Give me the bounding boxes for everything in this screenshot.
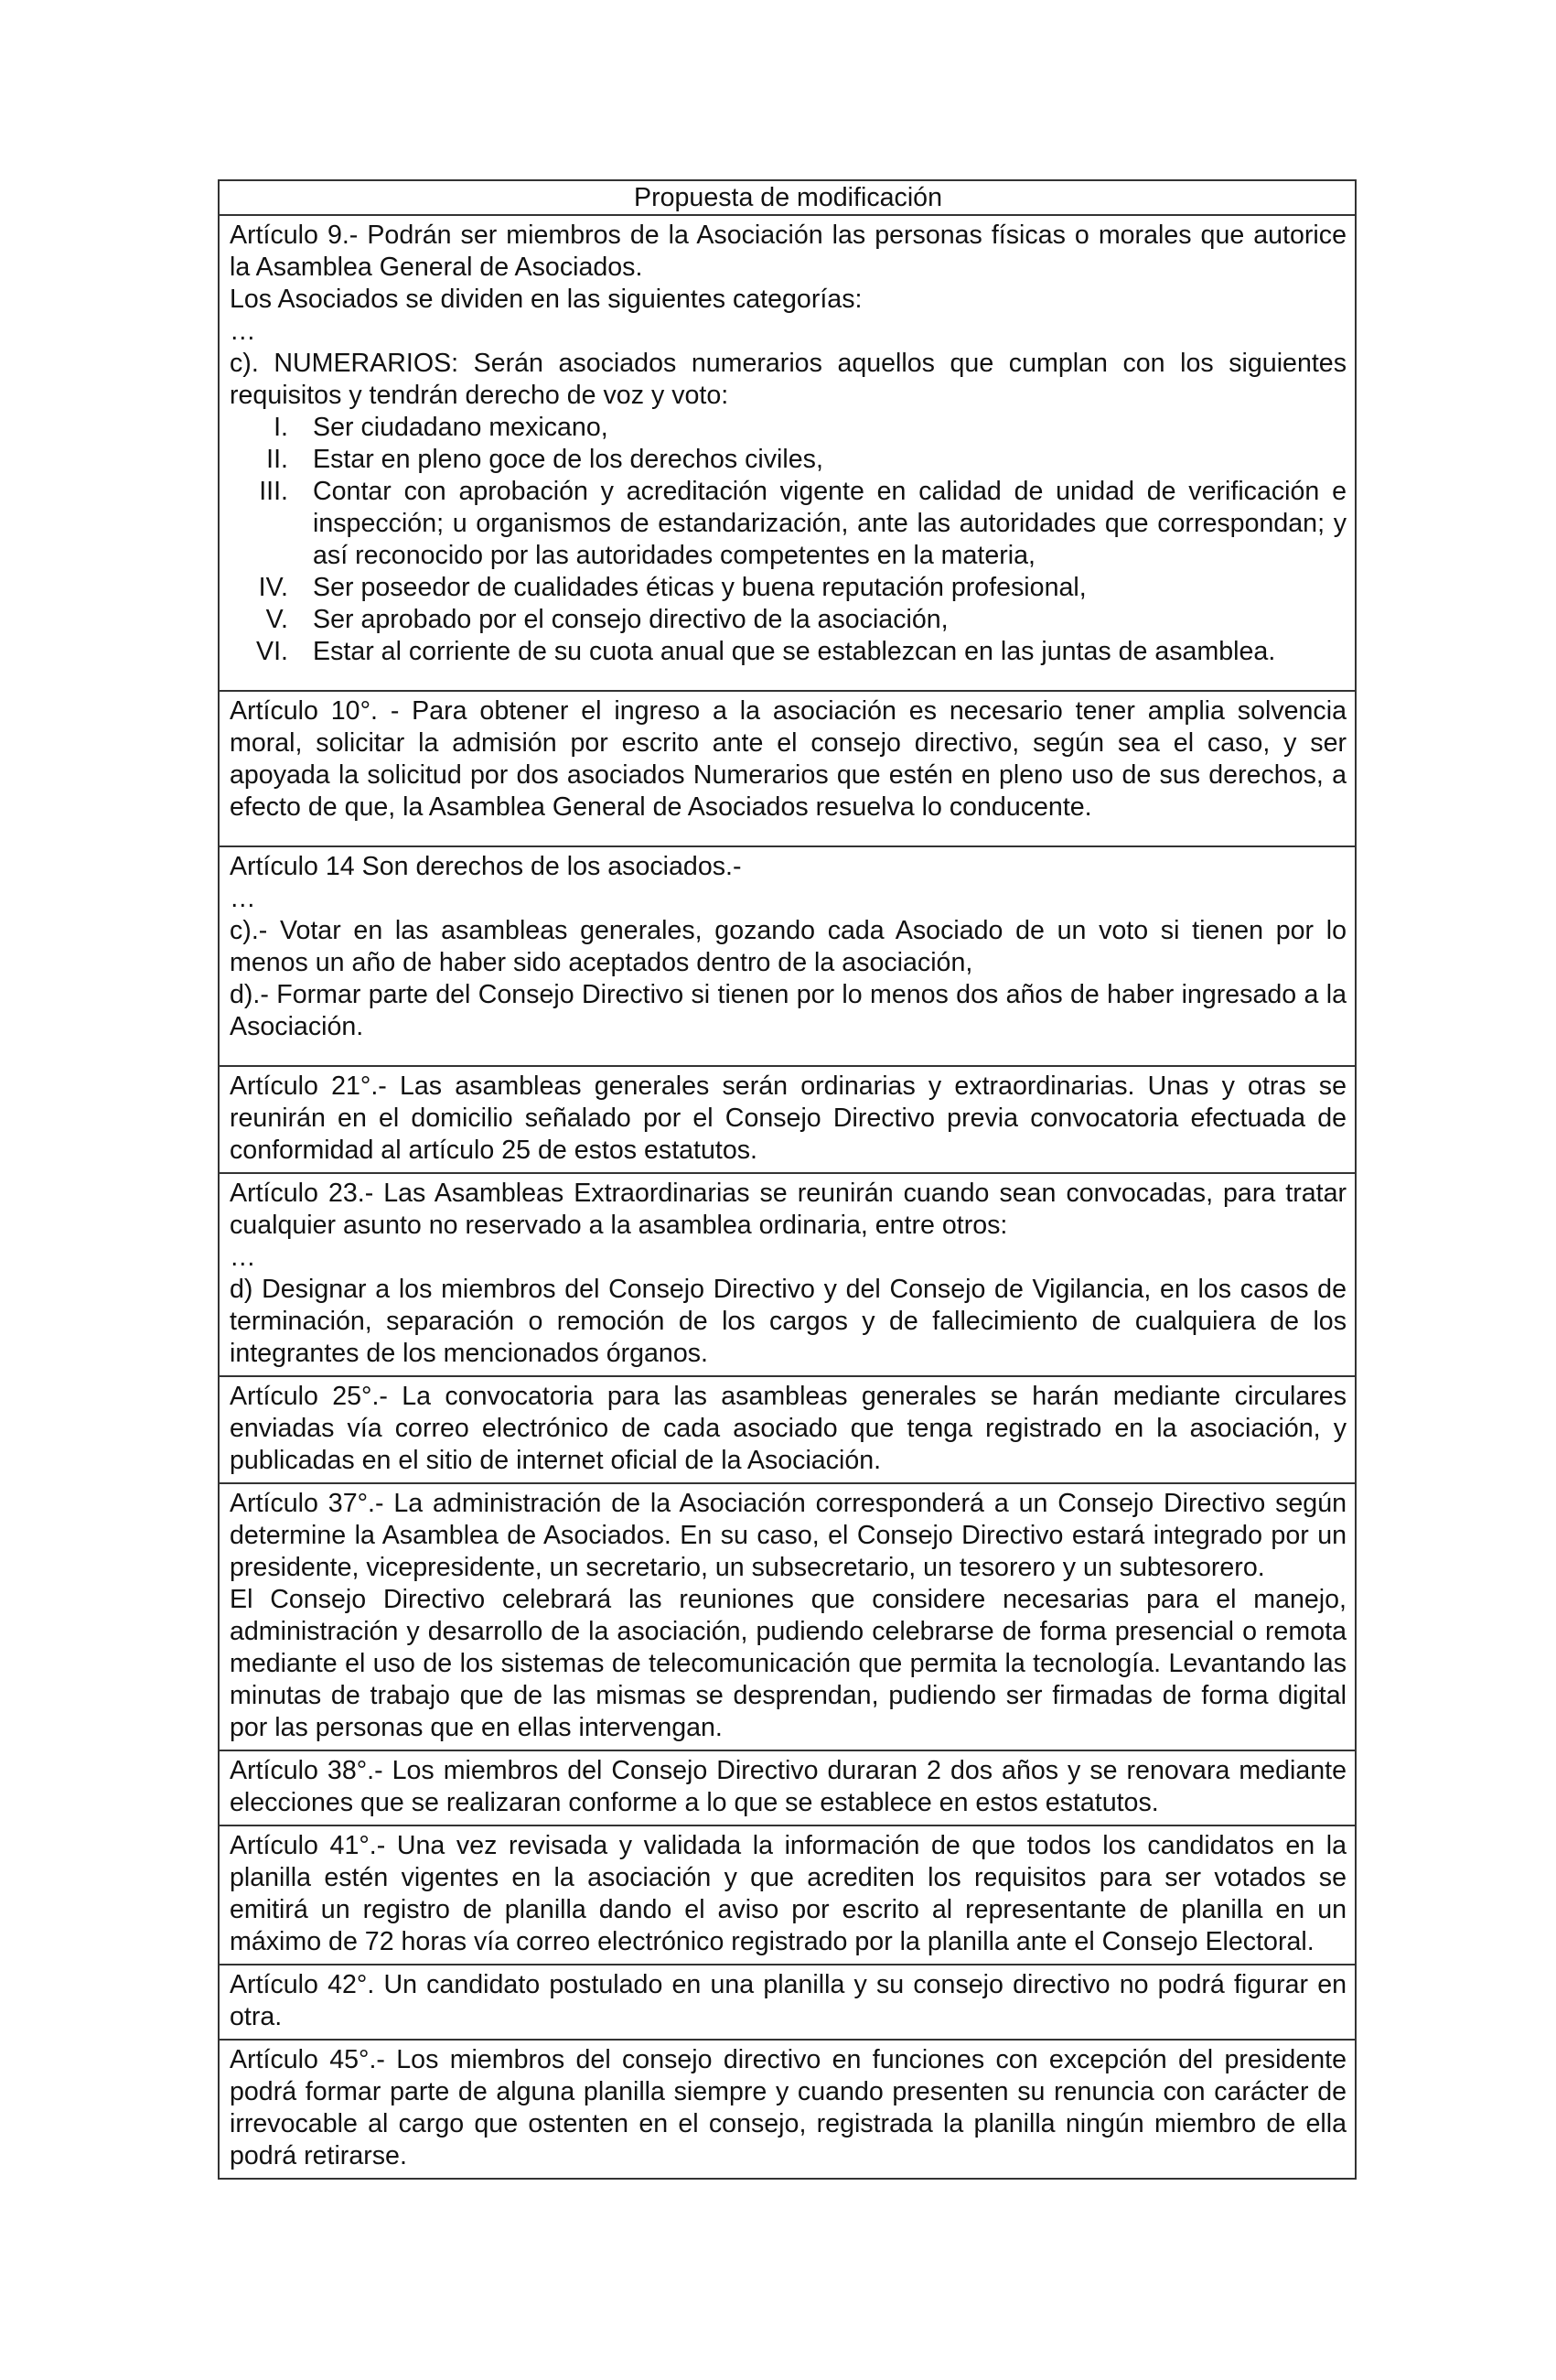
amendment-table (218, 179, 1357, 2180)
ellipsis: … (230, 884, 256, 913)
ellipsis: … (230, 1243, 256, 1272)
list-item-number: III. (259, 477, 288, 506)
table-row (219, 1066, 1356, 1173)
paragraph: Artículo 23.- Las Asambleas Extraordinarias se reunirán cuando sean convocadas, para tratar cualquier asunto no reservado a la asamblea ordinaria, entre otros: (230, 1179, 1347, 1240)
paragraph: Artículo 45°.- Los miembros del consejo directivo en funciones con excepción del presidente podrá formar parte de alguna planilla siempre y cuando presenten su renuncia con carácter de irrevocable al cargo que ostenten en el consejo, registrada la planilla ningún miembro de ella podrá retirarse. (230, 2045, 1347, 2170)
list-item-text: Ser poseedor de cualidades éticas y buena reputación profesional, (313, 573, 1087, 602)
paragraph: Artículo 9.- Podrán ser miembros de la Asociación las personas físicas o morales que autorice la Asamblea General de Asociados. (230, 221, 1347, 282)
paragraph: Artículo 37°.- La administración de la Asociación corresponderá a un Consejo Directivo según determine la Asamblea de Asociados. En su caso, el Consejo Directivo estará integrado por un presidente, vicepresidente, un secretario, un subsecretario, un tesorero y un subtesorero. (230, 1489, 1347, 1582)
article-cell (219, 1965, 1356, 2040)
list-item-text: Ser ciudadano mexicano, (313, 413, 608, 442)
article-cell (219, 1825, 1356, 1965)
table-header-row (219, 180, 1356, 215)
paragraph: Artículo 10°. - Para obtener el ingreso a la asociación es necesario tener amplia solvencia moral, solicitar la admisión por escrito ante el consejo directivo, según sea el caso, y ser apoyada la solicitud por dos asociados Numerarios que estén en pleno uso de sus derechos, a efecto de que, la Asamblea General de Asociados resuelva lo conducente. (230, 696, 1347, 822)
paragraph: d) Designar a los miembros del Consejo Directivo y del Consejo de Vigilancia, en los casos de terminación, separación o remoción de los cargos y de fallecimiento de cualquiera de los integrantes de los mencionados órganos. (230, 1275, 1347, 1368)
paragraph: Artículo 41°.- Una vez revisada y validada la información de que todos los candidatos en la planilla estén vigentes en la asociación y que acrediten los requisitos para ser votados se emitirá un registro de planilla dando el aviso por escrito al representante de planilla en un máximo de 72 horas vía correo electrónico registrado por la planilla ante el Consejo Electoral. (230, 1831, 1347, 1956)
article-cell (219, 215, 1356, 691)
list-item (230, 572, 1347, 604)
article-cell (219, 846, 1356, 1066)
list-item-text: Estar al corriente de su cuota anual que se establezcan en las juntas de asamblea. (313, 637, 1276, 666)
list-item-number: V. (265, 605, 288, 634)
article-cell (219, 1750, 1356, 1825)
ellipsis: … (230, 317, 256, 346)
table-row (219, 215, 1356, 691)
article-cell (219, 691, 1356, 846)
table-row (219, 846, 1356, 1066)
paragraph: d).- Formar parte del Consejo Directivo si tienen por lo menos dos años de haber ingresado a la Asociación. (230, 980, 1347, 1041)
table-row (219, 2040, 1356, 2179)
table-row (219, 1825, 1356, 1965)
paragraph: Los Asociados se dividen en las siguientes categorías: (230, 285, 863, 314)
paragraph: Artículo 25°.- La convocatoria para las asambleas generales se harán mediante circulares enviadas vía correo electrónico de cada asociado que tenga registrado en la asociación, y publicadas en el sitio de internet oficial de la Asociación. (230, 1382, 1347, 1475)
table-row (219, 1173, 1356, 1376)
list-item (230, 476, 1347, 572)
article-cell (219, 2040, 1356, 2179)
article-cell (219, 1376, 1356, 1483)
article-cell (219, 1066, 1356, 1173)
list-item (230, 444, 1347, 476)
requirements-list (230, 412, 1347, 668)
list-item (230, 636, 1347, 668)
paragraph: c). NUMERARIOS: Serán asociados numerarios aquellos que cumplan con los siguientes requisitos y tendrán derecho de voz y voto: (230, 349, 1347, 410)
paragraph: Artículo 42°. Un candidato postulado en una planilla y su consejo directivo no podrá figurar en otra. (230, 1970, 1347, 2031)
paragraph: Artículo 38°.- Los miembros del Consejo Directivo duraran 2 dos años y se renovara mediante elecciones que se realizaran conforme a lo que se establece en estos estatutos. (230, 1756, 1347, 1817)
article-cell (219, 1483, 1356, 1750)
list-item-text: Estar en pleno goce de los derechos civiles, (313, 445, 823, 474)
paragraph: c).- Votar en las asambleas generales, gozando cada Asociado de un voto si tienen por lo menos un año de haber sido aceptados dentro de la asociación, (230, 916, 1347, 977)
list-item-text: Contar con aprobación y acreditación vigente en calidad de unidad de verificación e inspección; u organismos de estandarización, ante las autoridades que correspondan; y así reconocido por las autoridades competentes en la materia, (313, 477, 1347, 570)
article-cell (219, 1173, 1356, 1376)
cell-spacer (230, 824, 1347, 840)
table-header: Propuesta de modificación (219, 180, 1356, 215)
list-item-number: VI. (256, 637, 288, 666)
table-row (219, 691, 1356, 846)
paragraph: Artículo 21°.- Las asambleas generales serán ordinarias y extraordinarias. Unas y otras se reunirán en el domicilio señalado por el Consejo Directivo previa convocatoria efectuada de conformidad al artículo 25 de estos estatutos. (230, 1072, 1347, 1165)
list-item-number: IV. (258, 573, 288, 602)
paragraph: Artículo 14 Son derechos de los asociados.- (230, 852, 742, 881)
table-row (219, 1483, 1356, 1750)
cell-spacer (230, 668, 1347, 684)
cell-spacer (230, 1043, 1347, 1060)
list-item (230, 412, 1347, 444)
list-item (230, 604, 1347, 636)
paragraph: El Consejo Directivo celebrará las reuniones que considere necesarias para el manejo, administración y desarrollo de la asociación, pudiendo celebrarse de forma presencial o remota mediante el uso de los sistemas de telecomunicación que permita la tecnología. Levantando las minutas de trabajo que de las mismas se desprendan, pudiendo ser firmadas de forma digital por las personas que en ellas intervengan. (230, 1585, 1347, 1742)
table-row (219, 1965, 1356, 2040)
list-item-number: I. (274, 413, 288, 442)
table-row (219, 1750, 1356, 1825)
table-row (219, 1376, 1356, 1483)
list-item-text: Ser aprobado por el consejo directivo de la asociación, (313, 605, 949, 634)
list-item-number: II. (266, 445, 288, 474)
